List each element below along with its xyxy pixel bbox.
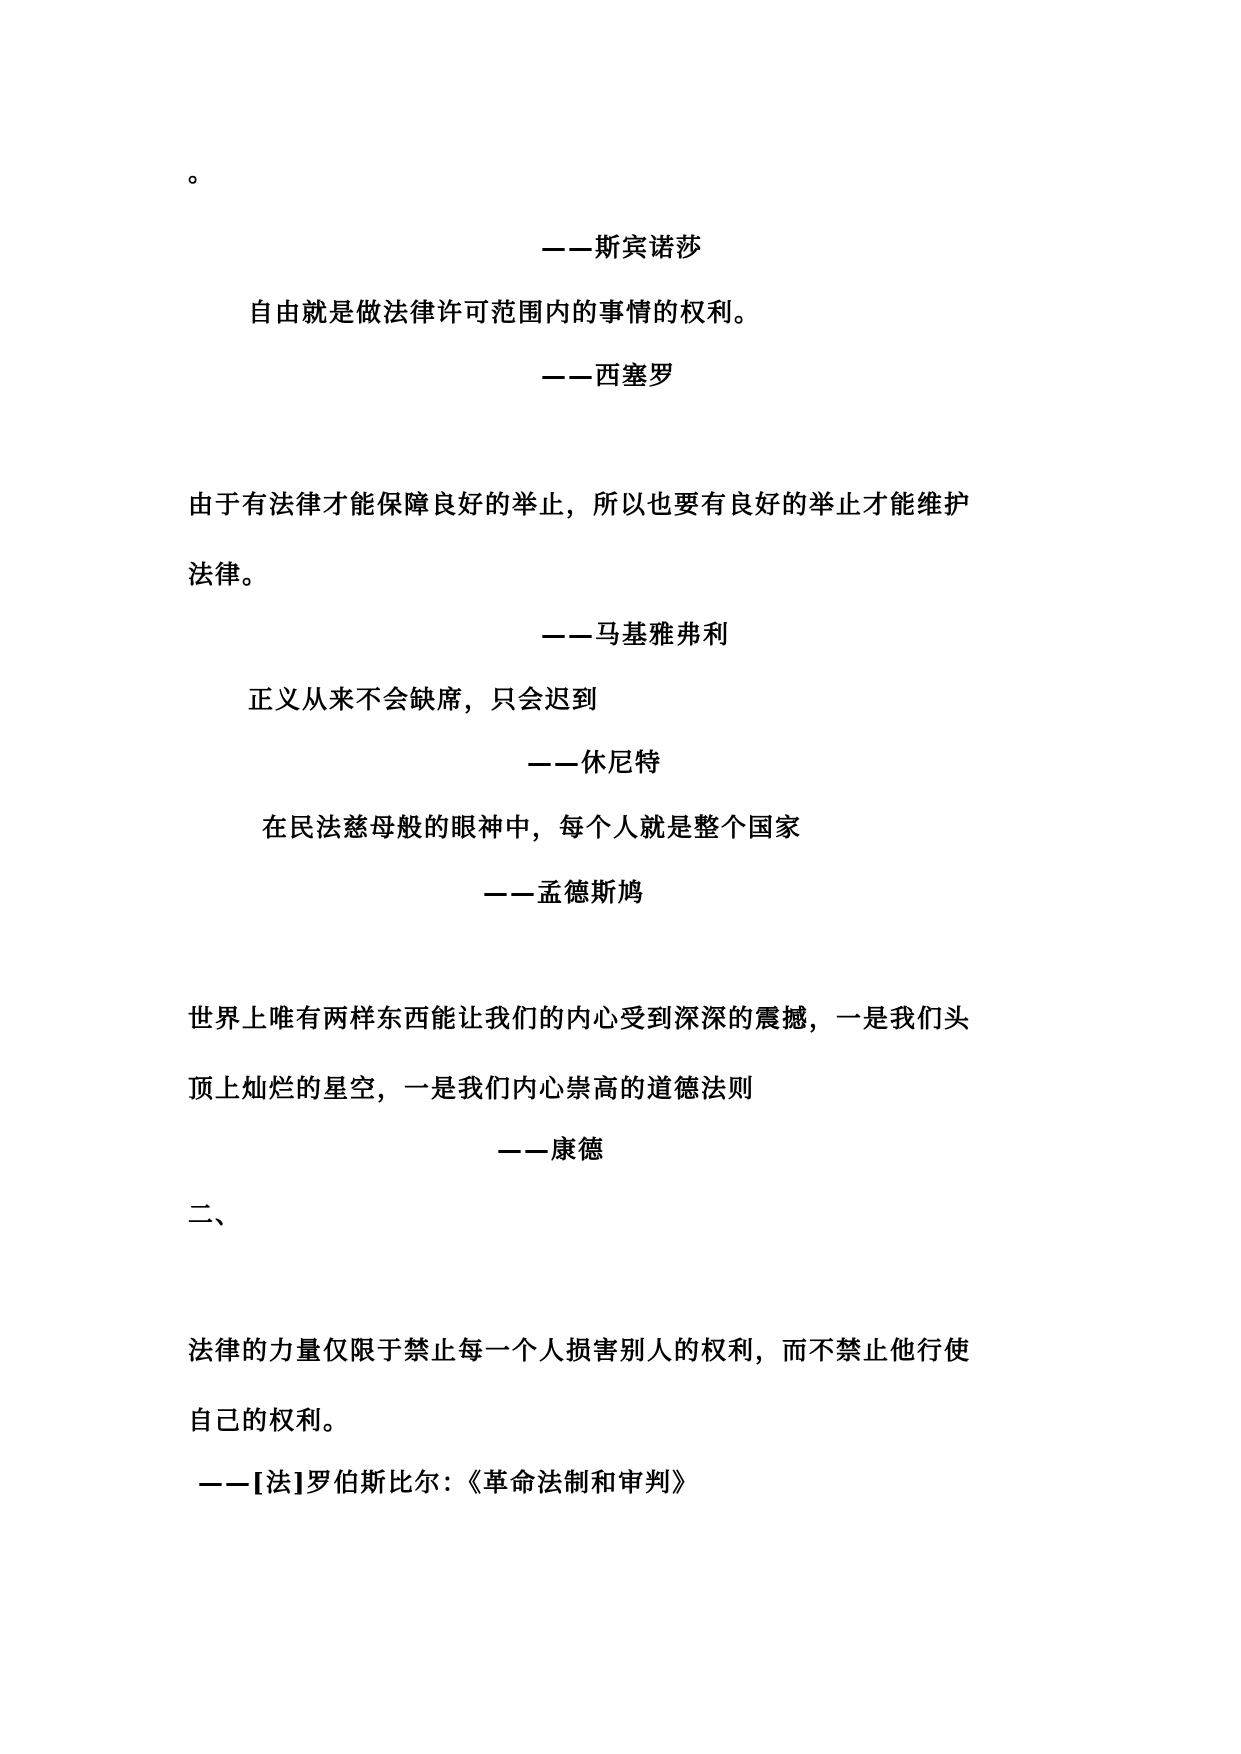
quote-cicero: 自由就是做法律许可范围内的事情的权利。 [248,298,762,327]
quote-machiavelli-line-2: 法律。 [188,560,270,589]
quote-kant-line-2: 顶上灿烂的星空，一是我们内心崇高的道德法则 [188,1074,756,1103]
quote-robespierre-line-2: 自己的权利。 [188,1406,351,1435]
attribution-hewart: ——休尼特 [527,748,663,777]
quote-kant-line-1: 世界上唯有两样东西能让我们的内心受到深深的震撼，一是我们头 [188,1004,972,1033]
attribution-kant: ——康德 [497,1135,606,1164]
quote-machiavelli-line-1: 由于有法律才能保障良好的举止，所以也要有良好的举止才能维护 [188,490,972,519]
section-heading-two: 二、 [188,1200,243,1229]
attribution-montesquieu: ——孟德斯鸠 [483,878,646,907]
quote-hewart: 正义从来不会缺席，只会迟到 [248,685,600,714]
attribution-machiavelli: ——马基雅弗利 [541,620,731,649]
fragment-end-punctuation: 。 [188,158,216,187]
quote-montesquieu: 在民法慈母般的眼神中，每个人就是整个国家 [262,813,803,842]
attribution-cicero: ——西塞罗 [541,361,677,390]
attribution-robespierre: ——[法]罗伯斯比尔：《革命法制和审判》 [198,1468,700,1497]
quote-robespierre-line-1: 法律的力量仅限于禁止每一个人损害别人的权利，而不禁止他行使 [188,1336,972,1365]
attribution-spinoza: ——斯宾诺莎 [541,233,704,262]
